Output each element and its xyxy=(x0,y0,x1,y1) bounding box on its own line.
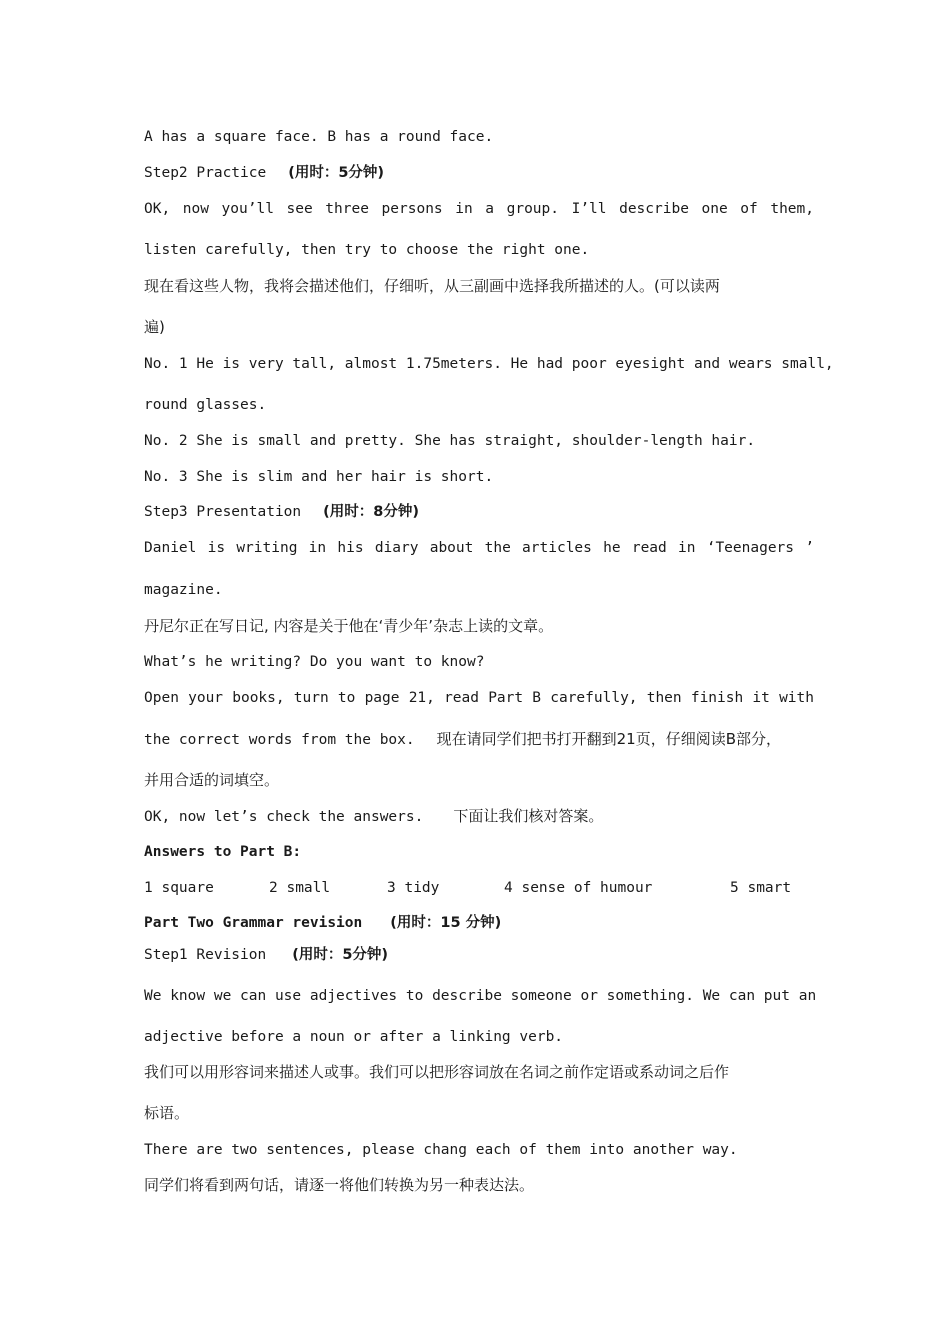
description-2: No. 2 She is small and pretty. She has straight, shoulder-length hair. xyxy=(144,433,756,449)
practice-intro-line-2: listen carefully, then try to choose the right one. xyxy=(144,242,590,258)
transform-instruction: There are two sentences, please chang each of them into another way. xyxy=(144,1142,738,1158)
presentation-line-1: Daniel is writing in his diary about the articles he read in ‘Teenagers ’ xyxy=(144,540,814,556)
question-line: What’s he writing? Do you want to know? xyxy=(144,654,485,670)
step3-heading xyxy=(144,502,814,522)
instruction-line-3: 并用合适的词填空。 xyxy=(144,771,280,789)
revision-cn-line-1: 我们可以用形容词来描述人或事。我们可以把形容词放在名词之前作定语或系动词之后作 xyxy=(144,1063,730,1081)
instruction-line-1: Open your books, turn to page 21, read Part B carefully, then finish it with xyxy=(144,690,814,706)
step3-time: (用时：8分钟) xyxy=(323,504,419,520)
instruction-en: the correct words from the box. xyxy=(144,732,415,748)
step1-title: Step1 Revision xyxy=(144,947,267,963)
check-answers-en: OK, now let’s check the answers. xyxy=(144,809,424,825)
part-two-time: (用时：15 分钟) xyxy=(390,915,502,931)
step1-time: (用时：5分钟) xyxy=(292,947,389,963)
part-two-title: Part Two Grammar revision xyxy=(144,915,363,931)
instruction-line-2 xyxy=(144,729,814,750)
transform-cn-line: 同学们将看到两句话，请逐一将他们转换为另一种表达法。 xyxy=(144,1176,535,1194)
face-comparison-line: A has a square face. B has a round face. xyxy=(144,129,494,145)
step2-time: (用时：5分钟) xyxy=(288,165,385,181)
check-answers-line xyxy=(144,806,814,827)
answer-item: 2 small xyxy=(269,880,331,896)
answer-item: 1 square xyxy=(144,880,214,896)
answer-item: 3 tidy xyxy=(387,880,440,896)
revision-line-1: We know we can use adjectives to describe someone or something. We can put an xyxy=(144,988,817,1004)
step2-title: Step2 Practice xyxy=(144,165,267,181)
step1-heading xyxy=(144,945,814,965)
answer-item: 5 smart xyxy=(730,880,792,896)
practice-cn-line-2: 遍) xyxy=(144,318,165,336)
answer-item: 4 sense of humour xyxy=(504,880,653,896)
presentation-line-2: magazine. xyxy=(144,582,223,598)
practice-intro-line-1: OK, now you’ll see three persons in a group. I’ll describe one of them, xyxy=(144,201,814,217)
answers-heading: Answers to Part B: xyxy=(144,844,302,860)
practice-cn-line-1: 现在看这些人物，我将会描述他们，仔细听，从三副画中选择我所描述的人。(可以读两 xyxy=(144,277,720,295)
description-1-line-1: No. 1 He is very tall, almost 1.75meters. He had poor eyesight and wears small, xyxy=(144,356,834,372)
part-two-heading xyxy=(144,913,814,933)
revision-cn-line-2: 标语。 xyxy=(144,1104,190,1122)
presentation-cn-line: 丹尼尔正在写日记, 内容是关于他在‘青少年’杂志上读的文章。 xyxy=(144,617,554,635)
step2-heading xyxy=(144,163,814,183)
description-3: No. 3 She is slim and her hair is short. xyxy=(144,469,494,485)
step3-title: Step3 Presentation xyxy=(144,504,302,520)
instruction-cn: 现在请同学们把书打开翻到21页，仔细阅读B部分， xyxy=(436,730,782,748)
check-answers-cn: 下面让我们核对答案。 xyxy=(453,807,604,825)
revision-line-2: adjective before a noun or after a linking verb. xyxy=(144,1029,564,1045)
description-1-line-2: round glasses. xyxy=(144,397,267,413)
